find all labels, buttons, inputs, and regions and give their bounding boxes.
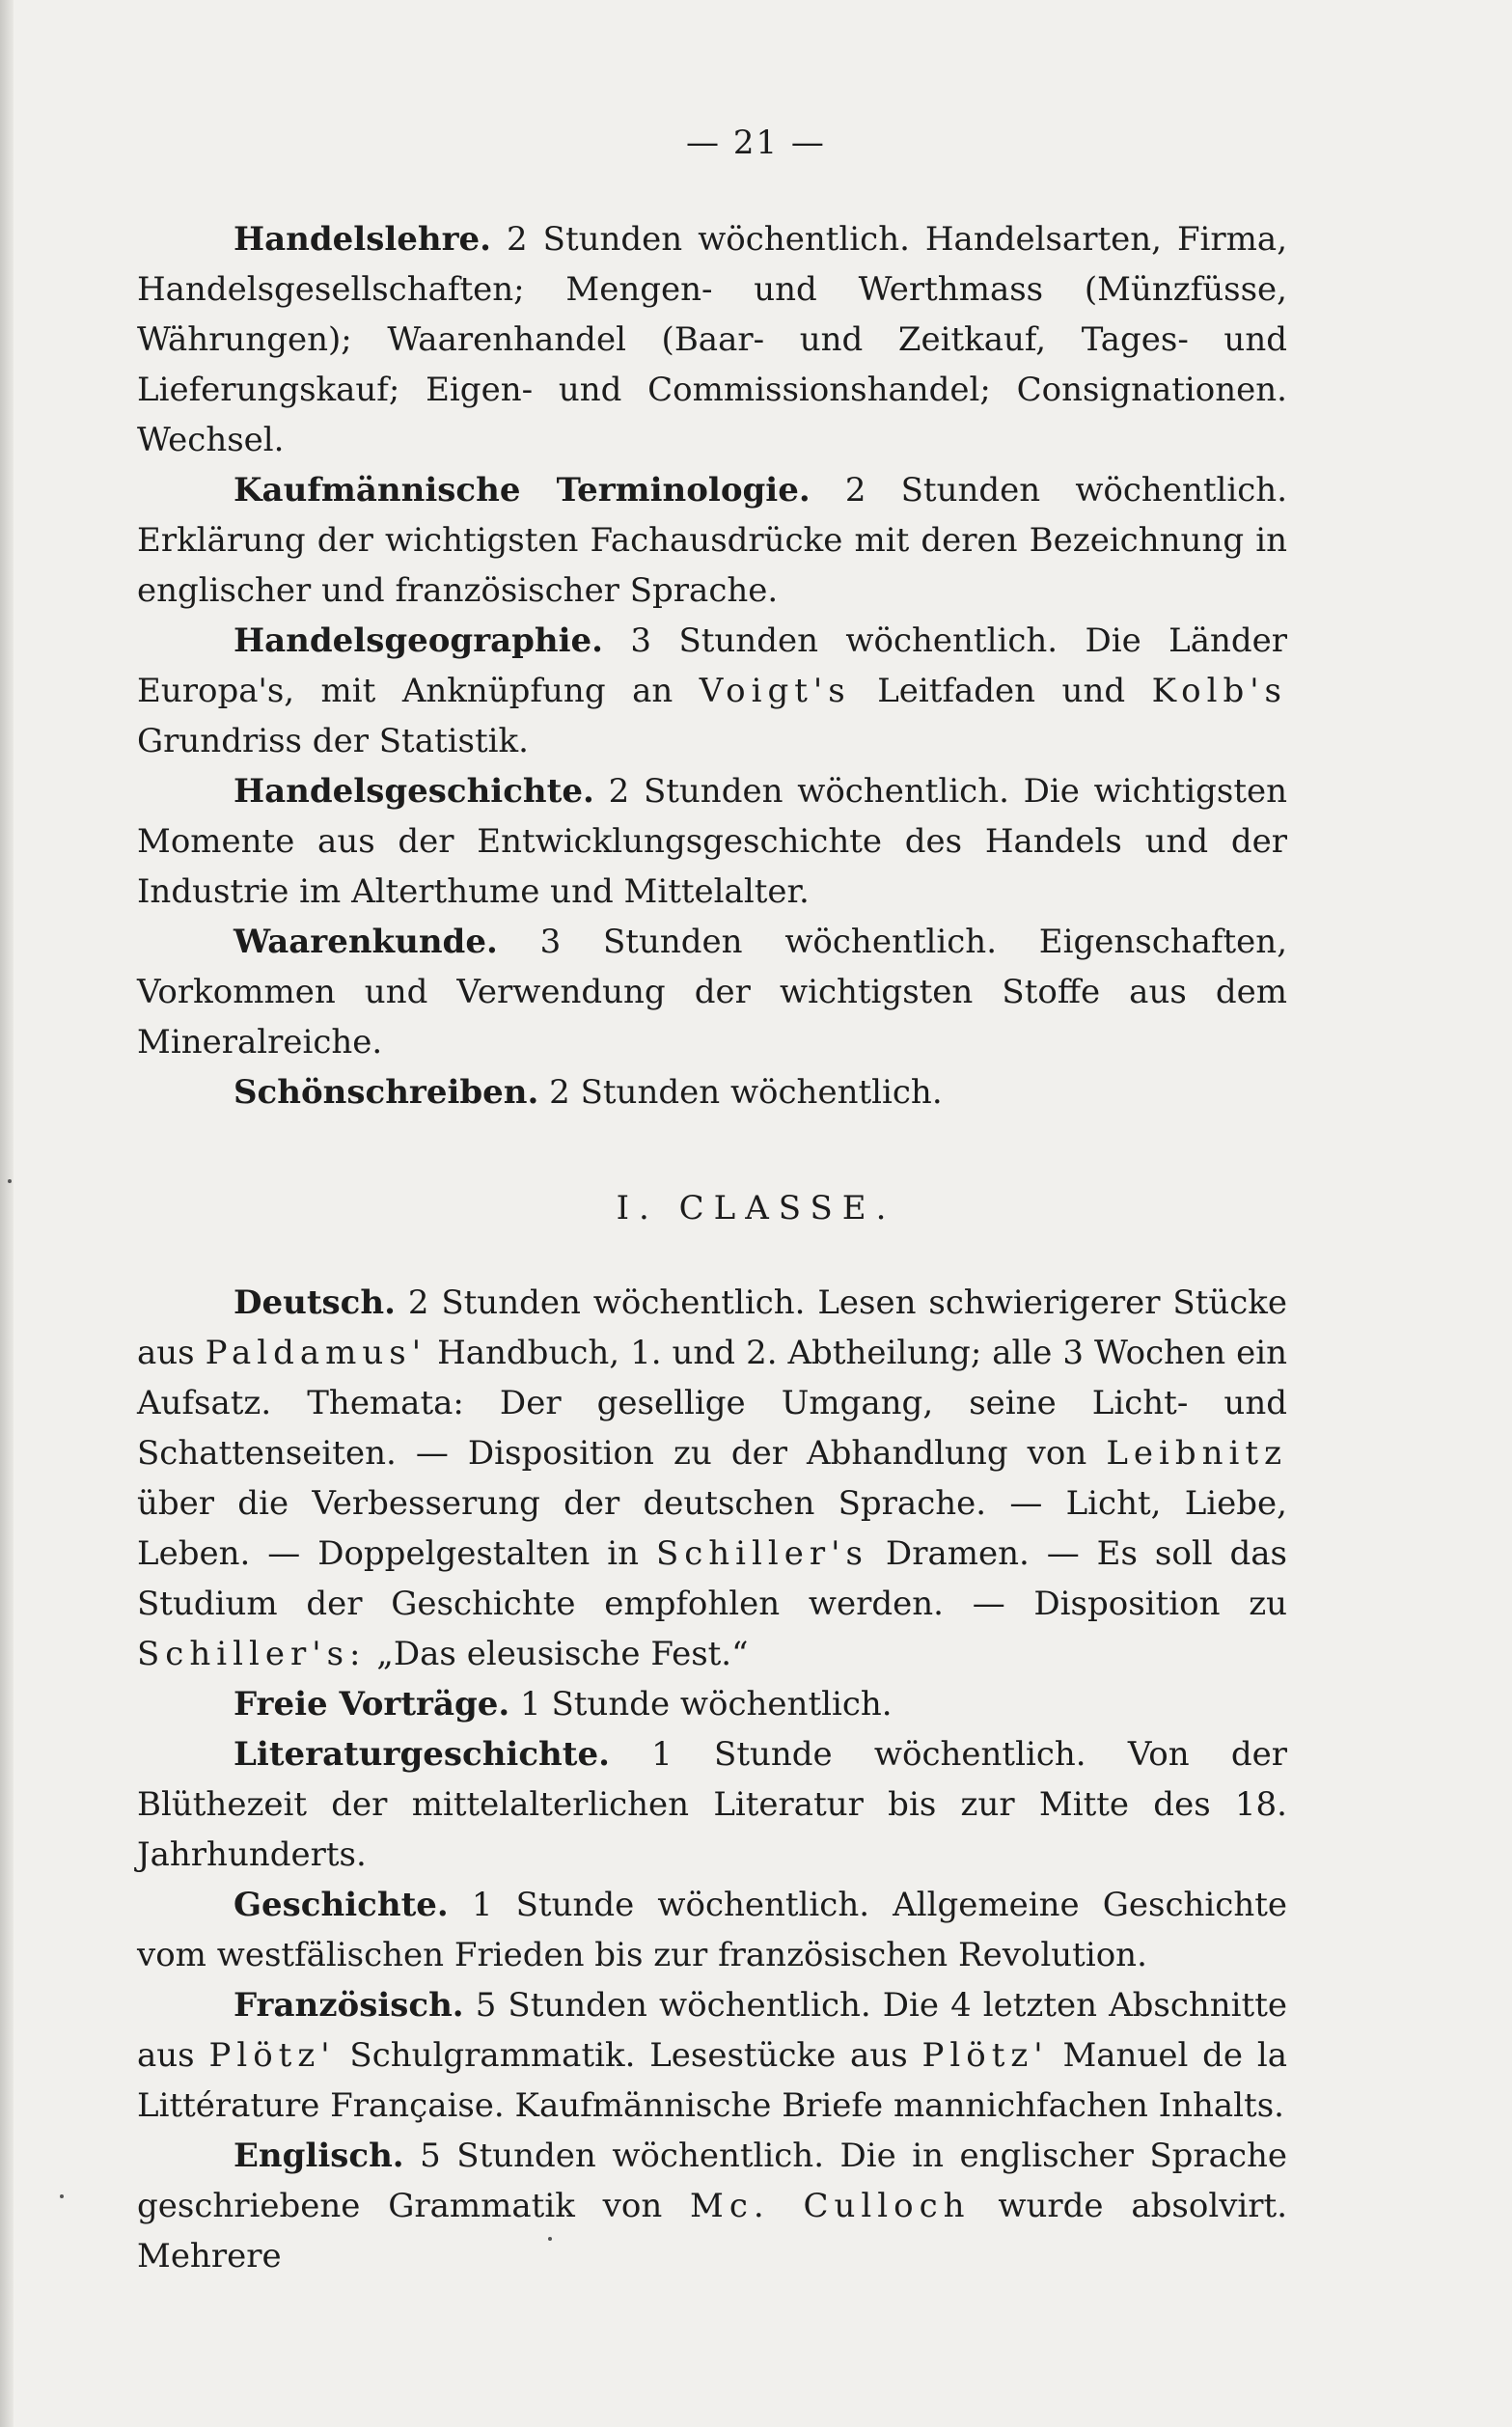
author-name: Schiller's <box>655 1534 868 1573</box>
paragraph-waarenkunde <box>137 917 1287 1067</box>
paragraph-handelsgeschichte <box>137 766 1287 917</box>
paragraph-franzoesisch <box>137 1980 1287 2131</box>
paragraph-text: 2 Stunden wöchentlich. <box>538 1073 943 1112</box>
paragraph-text: „Das eleusische Fest.“ <box>366 1635 749 1673</box>
ink-speck <box>60 2194 64 2198</box>
paragraph-text: 2 Stunden wöchentlich. Erklärung der wichtigsten Fachausdrücke mit deren Bezeichnung in englischer und französischer Sprache. <box>137 471 1288 610</box>
author-name: Plötz' <box>208 2036 336 2075</box>
subject-heading: Schönschreiben. <box>234 1073 539 1112</box>
author-name: Kolb's <box>1151 672 1287 710</box>
author-name: Paldamus' <box>205 1334 427 1372</box>
text-block-upper <box>137 214 1287 1117</box>
author-name: Plötz' <box>921 2036 1049 2075</box>
paragraph-deutsch <box>137 1278 1287 1679</box>
section-title: I. CLASSE. <box>616 1189 896 1227</box>
paragraph-text: Schulgrammatik. Lesestücke aus <box>335 2036 922 2075</box>
paragraph-text: Leitfaden und <box>850 672 1152 710</box>
author-name: Voigt's <box>699 672 851 710</box>
paragraph-text: 3 Stunden wöchentlich. Die Länder Europa's, mit Anknüpfung an <box>137 621 1287 710</box>
subject-heading: Waarenkunde. <box>234 923 498 961</box>
subject-heading: Freie Vorträge. <box>234 1685 510 1724</box>
paragraph-literaturgeschichte <box>137 1729 1287 1880</box>
paragraph-kaufmaennische-terminologie <box>137 465 1287 616</box>
paragraph-text: 1 Stunde wöchentlich. Von der Blüthezeit der mittelalterlichen Literatur bis zur Mitte des 18. Jahrhunderts. <box>137 1735 1287 1874</box>
subject-heading: Deutsch. <box>234 1283 396 1322</box>
paragraph-text: Manuel de la Littérature Française. Kaufmännische Briefe mannichfachen Inhalts. <box>137 2036 1287 2125</box>
subject-heading: Handelslehre. <box>234 220 491 259</box>
subject-heading: Handelsgeschichte. <box>234 772 594 811</box>
subject-heading: Geschichte. <box>234 1886 449 1924</box>
paragraph-text: 5 Stunden wöchentlich. Die 4 letzten Abschnitte aus <box>137 1986 1287 2075</box>
paragraph-text: 2 Stunden wöchentlich. Lesen schwierigerer Stücke aus <box>137 1283 1287 1372</box>
text-block-lower <box>137 1278 1287 2281</box>
paragraph-englisch <box>137 2131 1287 2281</box>
paragraph-text: Handbuch, 1. und 2. Abtheilung; alle 3 Wochen ein Aufsatz. Themata: Der gesellige Umgang, seine Licht- und Schattenseiten. — Disposition zu der Abhandlung von <box>137 1334 1287 1473</box>
author-name: Leibnitz <box>1106 1434 1287 1473</box>
subject-heading: Kaufmännische Terminologie. <box>234 471 811 510</box>
paragraph-geschichte <box>137 1880 1287 1980</box>
paragraph-text: Grundriss der Statistik. <box>137 722 529 760</box>
paragraph-freie-vortraege <box>137 1679 1287 1729</box>
ink-speck <box>8 1179 12 1183</box>
paragraph-text: wurde absolvirt. Mehrere <box>137 2187 1288 2275</box>
subject-heading: Französisch. <box>234 1986 464 2025</box>
paragraph-text: 1 Stunde wöchentlich. <box>509 1685 893 1724</box>
paragraph-text: 2 Stunden wöchentlich. Die wichtigsten Momente aus der Entwicklungsgeschichte des Handels und der Industrie im Alterthume und Mittelalter. <box>137 772 1287 911</box>
paragraph-text: 2 Stunden wöchentlich. Handelsarten, Firma, Handelsgesellschaften; Mengen- und Werthmass (Münzfüsse, Währungen); Waarenhandel (Baar- und Zeitkauf, Tages- und Lieferungskauf; Eigen- und Commissionshandel; Consignationen. Wechsel. <box>137 220 1287 459</box>
page-number: — 21 — <box>686 124 826 162</box>
paragraph-text: über die Verbesserung der deutschen Sprache. — Licht, Liebe, Leben. — Doppelgestalten in <box>137 1484 1287 1573</box>
paragraph-handelslehre <box>137 214 1287 465</box>
subject-heading: Englisch. <box>234 2137 404 2175</box>
paragraph-schoenschreiben <box>137 1067 1287 1117</box>
paragraph-text: Dramen. — Es soll das Studium der Geschichte empfohlen werden. — Disposition zu <box>137 1534 1288 1623</box>
author-name: Mc. Culloch <box>690 2187 971 2225</box>
subject-heading: Handelsgeographie. <box>234 621 604 660</box>
paragraph-text: 5 Stunden wöchentlich. Die in englischer Sprache geschriebene Grammatik von <box>137 2137 1287 2225</box>
paragraph-handelsgeographie <box>137 616 1287 766</box>
paragraph-text: 3 Stunden wöchentlich. Eigenschaften, Vorkommen und Verwendung der wichtigsten Stoffe aus dem Mineralreiche. <box>137 923 1287 1062</box>
ink-speck <box>548 2237 552 2241</box>
paragraph-text: 1 Stunde wöchentlich. Allgemeine Geschichte vom westfälischen Frieden bis zur französischen Revolution. <box>137 1886 1287 1974</box>
author-name: Schiller's: <box>137 1635 367 1673</box>
subject-heading: Literaturgeschichte. <box>234 1735 610 1774</box>
